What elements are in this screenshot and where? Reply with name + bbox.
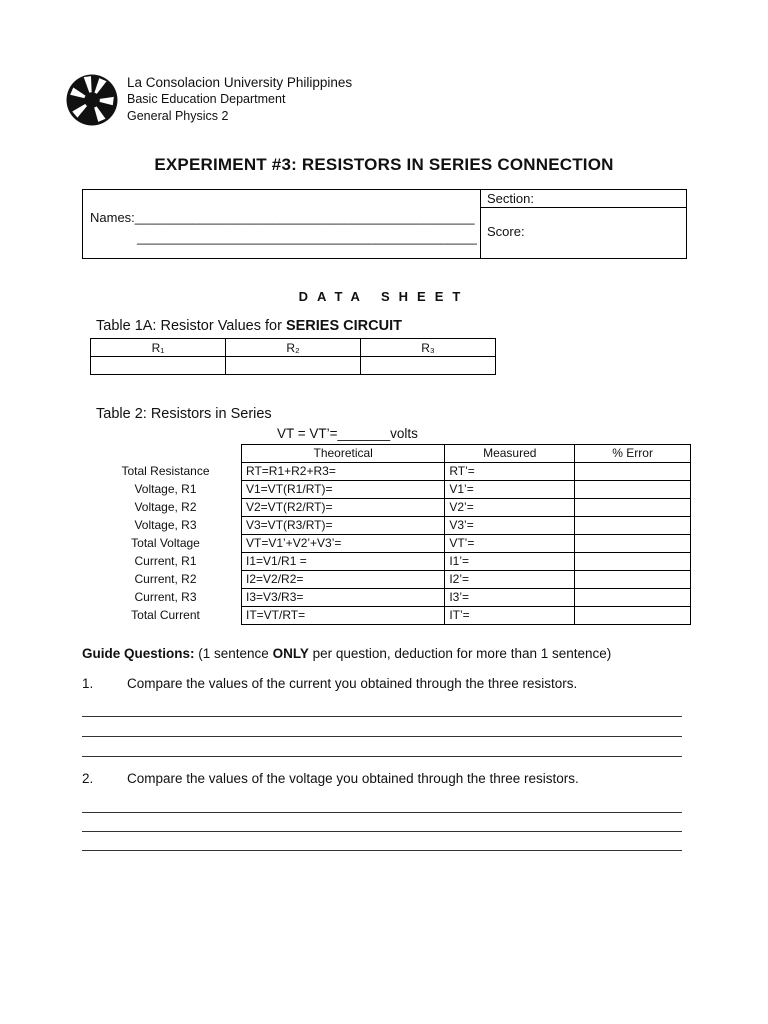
university-logo: [66, 74, 118, 126]
answer-line[interactable]: [82, 716, 682, 717]
error-cell[interactable]: [575, 589, 691, 607]
data-sheet-heading: DATA SHEET: [298, 289, 470, 304]
guide-questions-heading: Guide Questions: (1 sentence ONLY per question, deduction for more than 1 sentence): [82, 646, 612, 661]
answer-line[interactable]: [82, 756, 682, 757]
error-cell[interactable]: [575, 607, 691, 625]
theoretical-cell[interactable]: IT=VT/RT=: [242, 607, 445, 625]
table-row: [90, 571, 691, 589]
table-row: [90, 517, 691, 535]
answer-line[interactable]: [82, 812, 682, 813]
table1a-header-r1: R₁: [91, 339, 226, 357]
theoretical-cell[interactable]: I2=V2/R2=: [242, 571, 445, 589]
table-row: [90, 499, 691, 517]
table1a-header-r3: R₃: [360, 339, 495, 357]
answer-line[interactable]: [82, 831, 682, 832]
question-number: 2.: [82, 771, 94, 786]
table2-caption: Table 2: Resistors in Series: [96, 406, 272, 422]
vt-volts-line[interactable]: VT = VT’=_______volts: [277, 426, 418, 441]
question-text: Compare the values of the current you obtained through the three resistors.: [127, 676, 578, 691]
measured-cell[interactable]: RT’=: [445, 463, 575, 481]
table1a-header-r2: R₂: [225, 339, 360, 357]
names-field-line2[interactable]: _______________________________________________: [137, 230, 477, 245]
theoretical-cell[interactable]: RT=R1+R2+R3=: [242, 463, 445, 481]
measured-cell[interactable]: I3’=: [445, 589, 575, 607]
table-row: [90, 481, 691, 499]
names-field[interactable]: Names:_______________________________________________: [90, 210, 475, 225]
table-row: [90, 589, 691, 607]
row-label: Voltage, R3: [90, 517, 242, 535]
table-row: [90, 535, 691, 553]
row-label: Current, R1: [90, 553, 242, 571]
measured-cell[interactable]: VT’=: [445, 535, 575, 553]
row-label: Current, R3: [90, 589, 242, 607]
measured-cell[interactable]: V3’=: [445, 517, 575, 535]
names-cell: [83, 190, 481, 259]
row-label: Voltage, R2: [90, 499, 242, 517]
experiment-title: EXPERIMENT #3: RESISTORS IN SERIES CONNECTION: [154, 155, 614, 174]
student-info-box: [82, 189, 687, 259]
table2-corner: [90, 445, 242, 463]
row-label: Total Voltage: [90, 535, 242, 553]
question-number: 1.: [82, 676, 94, 691]
measured-cell[interactable]: I1’=: [445, 553, 575, 571]
row-label: Total Resistance: [90, 463, 242, 481]
table-row: [90, 553, 691, 571]
row-label: Current, R2: [90, 571, 242, 589]
table2-header-error: % Error: [575, 445, 691, 463]
answer-line[interactable]: [82, 736, 682, 737]
error-cell[interactable]: [575, 517, 691, 535]
question-text: Compare the values of the voltage you obtained through the three resistors.: [127, 771, 579, 786]
table1a-caption: Table 1A: Resistor Values for SERIES CIRCUIT: [96, 318, 402, 334]
error-cell[interactable]: [575, 499, 691, 517]
row-label: Voltage, R1: [90, 481, 242, 499]
table2-header-theoretical: Theoretical: [242, 445, 445, 463]
theoretical-cell[interactable]: V1=VT(R1/RT)=: [242, 481, 445, 499]
error-cell[interactable]: [575, 571, 691, 589]
question-2: [82, 771, 579, 786]
theoretical-cell[interactable]: I1=V1/R1 =: [242, 553, 445, 571]
measured-cell[interactable]: V2’=: [445, 499, 575, 517]
table1a-cell-r1[interactable]: [91, 357, 226, 375]
subject-name: General Physics 2: [127, 109, 229, 123]
table2: [90, 444, 691, 625]
table1a: [90, 338, 496, 375]
theoretical-cell[interactable]: I3=V3/R3=: [242, 589, 445, 607]
row-label: Total Current: [90, 607, 242, 625]
theoretical-cell[interactable]: V3=VT(R3/RT)=: [242, 517, 445, 535]
section-field[interactable]: Section:: [481, 190, 687, 208]
measured-cell[interactable]: IT’=: [445, 607, 575, 625]
error-cell[interactable]: [575, 535, 691, 553]
table1a-cell-r3[interactable]: [360, 357, 495, 375]
table-row: [90, 607, 691, 625]
measured-cell[interactable]: I2’=: [445, 571, 575, 589]
answer-line[interactable]: [82, 850, 682, 851]
table2-header-measured: Measured: [445, 445, 575, 463]
institution-name: La Consolacion University Philippines: [127, 75, 353, 90]
table-row: [90, 463, 691, 481]
theoretical-cell[interactable]: V2=VT(R2/RT)=: [242, 499, 445, 517]
department-name: Basic Education Department: [127, 92, 286, 106]
measured-cell[interactable]: V1’=: [445, 481, 575, 499]
question-1: [82, 676, 577, 691]
error-cell[interactable]: [575, 481, 691, 499]
score-field[interactable]: Score:: [481, 208, 687, 259]
theoretical-cell[interactable]: VT=V1’+V2’+V3’=: [242, 535, 445, 553]
error-cell[interactable]: [575, 553, 691, 571]
error-cell[interactable]: [575, 463, 691, 481]
institution-block: [127, 74, 352, 125]
table1a-cell-r2[interactable]: [225, 357, 360, 375]
